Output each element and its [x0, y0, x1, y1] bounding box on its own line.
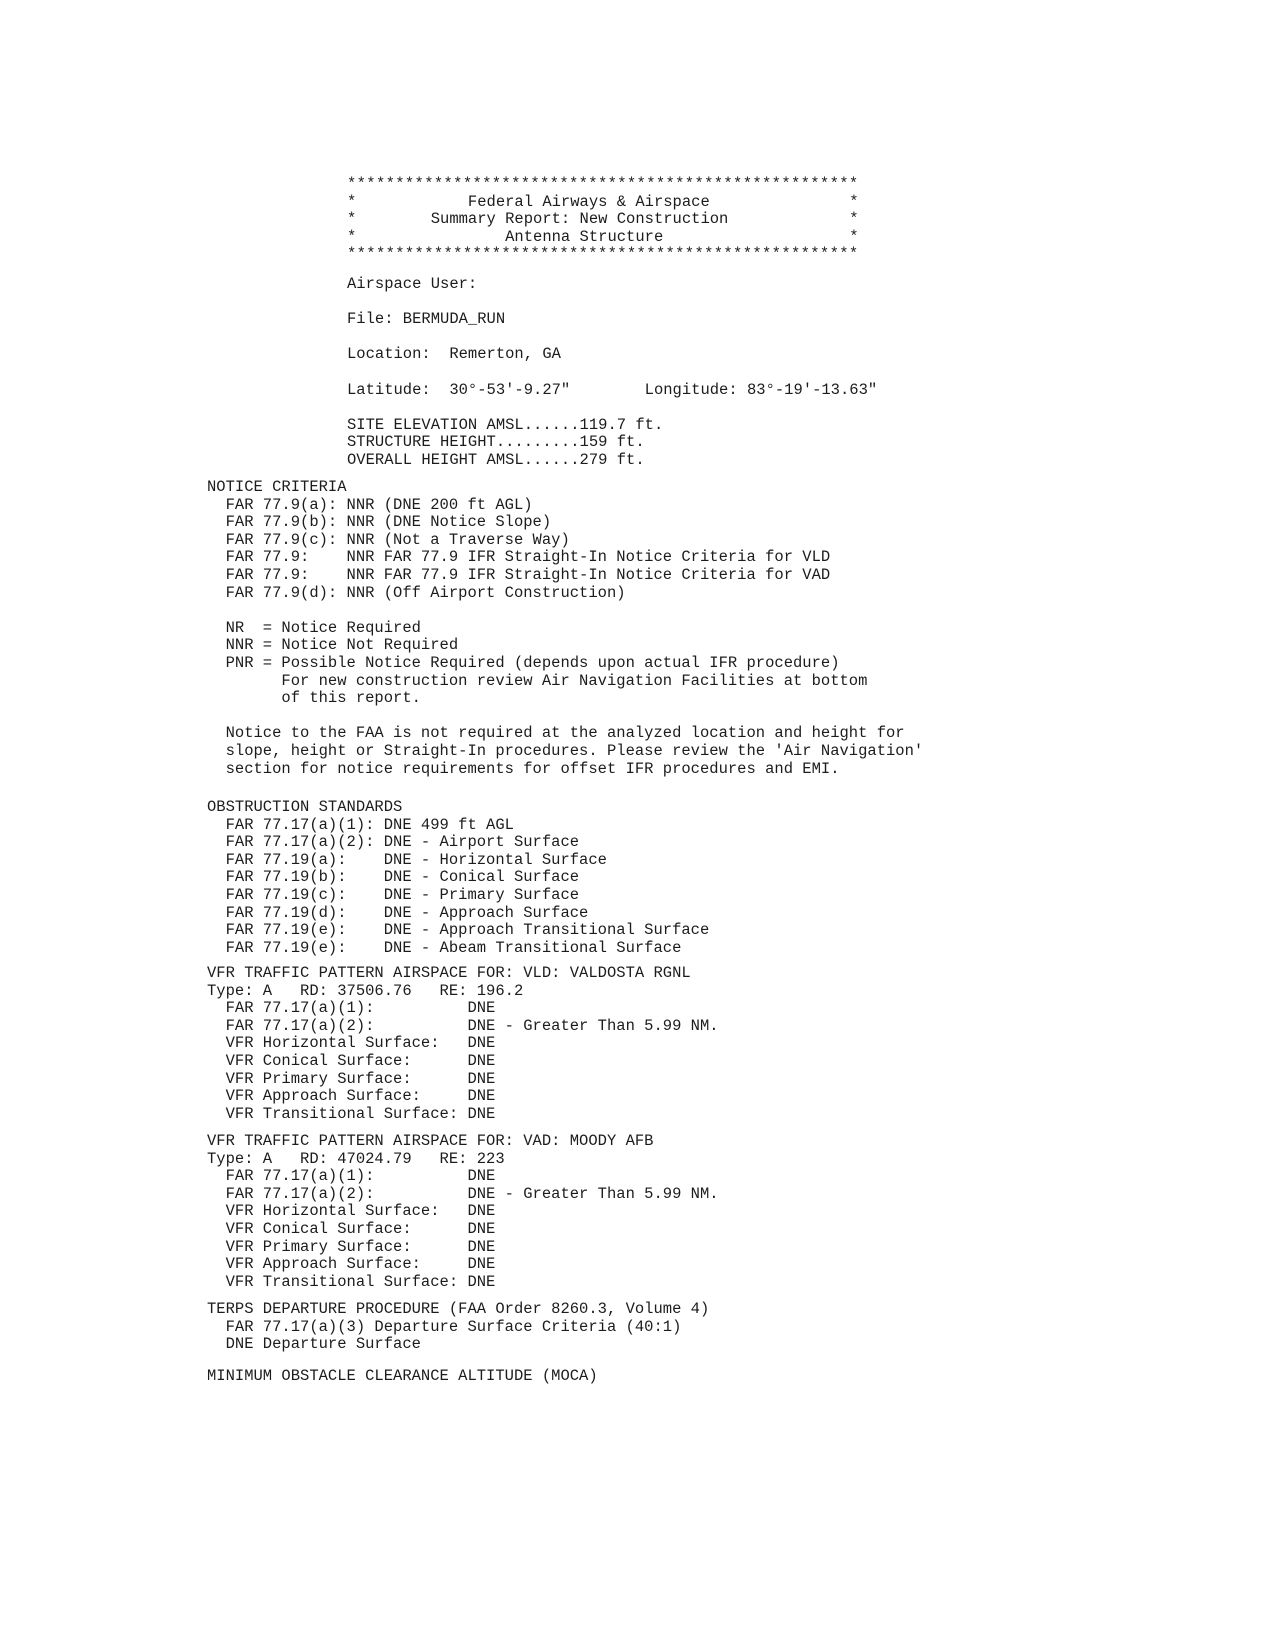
obstruction-line: FAR 77.19(a): DNE - Horizontal Surface — [207, 850, 607, 869]
vfr-vad-line: VFR Transitional Surface: DNE — [207, 1272, 496, 1291]
terps-line: FAR 77.17(a)(3) Departure Surface Criteria (40:1) — [207, 1317, 682, 1336]
obstruction-line: FAR 77.17(a)(1): DNE 499 ft AGL — [207, 815, 514, 834]
vfr-vad-heading: VFR TRAFFIC PATTERN AIRSPACE FOR: VAD: MOODY AFB — [207, 1132, 654, 1150]
notice-note-line: slope, height or Straight-In procedures. Please review the 'Air Navigation' — [207, 741, 924, 760]
site-info — [347, 276, 877, 470]
vfr-vld-line: FAR 77.17(a)(2): DNE - Greater Than 5.99 NM. — [207, 1016, 719, 1035]
notice-line: FAR 77.9: NNR FAR 77.9 IFR Straight-In Notice Criteria for VLD — [207, 548, 831, 567]
vfr-vad-line: VFR Approach Surface: DNE — [207, 1255, 496, 1274]
vfr-vad-line: FAR 77.17(a)(1): DNE — [207, 1167, 496, 1186]
legend-line: NR = Notice Required — [207, 618, 421, 637]
obstruction-standards-heading: OBSTRUCTION STANDARDS — [207, 798, 403, 816]
obstruction-line: FAR 77.19(c): DNE - Primary Surface — [207, 885, 580, 904]
vfr-vld-line: VFR Approach Surface: DNE — [207, 1087, 496, 1106]
notice-line: FAR 77.9(b): NNR (DNE Notice Slope) — [207, 513, 552, 532]
vfr-vad-section — [207, 1133, 719, 1291]
vfr-vld-line: VFR Horizontal Surface: DNE — [207, 1034, 496, 1053]
header-border-bottom: ***************************************************** — [347, 245, 859, 264]
vfr-vld-line: VFR Conical Surface: DNE — [207, 1051, 496, 1070]
report-header-box — [347, 176, 859, 264]
notice-criteria-heading: NOTICE CRITERIA — [207, 478, 347, 496]
header-subtitle: * Summary Report: New Construction * — [347, 210, 859, 229]
legend-line: of this report. — [207, 689, 421, 708]
legend-line: For new construction review Air Navigation Facilities at bottom — [207, 671, 868, 690]
notice-line: FAR 77.9(a): NNR (DNE 200 ft AGL) — [207, 495, 533, 514]
legend-line: PNR = Possible Notice Required (depends upon actual IFR procedure) — [207, 653, 840, 672]
location: Location: Remerton, GA — [347, 345, 561, 364]
legend-line: NNR = Notice Not Required — [207, 636, 459, 655]
header-border-top: ***************************************************** — [347, 175, 859, 193]
notice-note-line: section for notice requirements for offset IFR procedures and EMI. — [207, 759, 840, 778]
notice-note-line: Notice to the FAA is not required at the analyzed location and height for — [207, 724, 905, 743]
file-name: File: BERMUDA_RUN — [347, 310, 506, 329]
vfr-vad-line: FAR 77.17(a)(2): DNE - Greater Than 5.99 NM. — [207, 1184, 719, 1203]
header-title: * Federal Airways & Airspace * — [347, 192, 859, 211]
vfr-vld-heading: VFR TRAFFIC PATTERN AIRSPACE FOR: VLD: VALDOSTA RGNL — [207, 964, 691, 982]
obstruction-standards-section — [207, 799, 709, 957]
structure-height: STRUCTURE HEIGHT.........159 ft. — [347, 433, 645, 452]
vfr-vld-type-line: Type: A RD: 37506.76 RE: 196.2 — [207, 981, 524, 1000]
notice-line: FAR 77.9: NNR FAR 77.9 IFR Straight-In Notice Criteria for VAD — [207, 565, 831, 584]
terps-heading: TERPS DEPARTURE PROCEDURE (FAA Order 8260.3, Volume 4) — [207, 1300, 710, 1318]
obstruction-line: FAR 77.19(b): DNE - Conical Surface — [207, 868, 580, 887]
moca-heading: MINIMUM OBSTACLE CLEARANCE ALTITUDE (MOCA) — [207, 1367, 598, 1385]
obstruction-line: FAR 77.19(e): DNE - Approach Transitional Surface — [207, 921, 710, 940]
vfr-vad-type-line: Type: A RD: 47024.79 RE: 223 — [207, 1149, 505, 1168]
vfr-vld-section — [207, 965, 719, 1123]
vfr-vld-line: VFR Transitional Surface: DNE — [207, 1104, 496, 1123]
site-elevation: SITE ELEVATION AMSL......119.7 ft. — [347, 415, 664, 434]
obstruction-line: FAR 77.17(a)(2): DNE - Airport Surface — [207, 833, 580, 852]
overall-height: OVERALL HEIGHT AMSL......279 ft. — [347, 450, 645, 469]
notice-line: FAR 77.9(d): NNR (Off Airport Construction) — [207, 583, 626, 602]
notice-criteria-section — [207, 479, 923, 778]
lat-lon: Latitude: 30°-53'-9.27" Longitude: 83°-19'-13.63" — [347, 380, 878, 399]
vfr-vad-line: VFR Horizontal Surface: DNE — [207, 1202, 496, 1221]
obstruction-line: FAR 77.19(d): DNE - Approach Surface — [207, 903, 589, 922]
terps-section — [207, 1301, 709, 1354]
airspace-user: Airspace User: — [347, 275, 478, 293]
header-structure-type: * Antenna Structure * — [347, 227, 859, 246]
obstruction-line: FAR 77.19(e): DNE - Abeam Transitional Surface — [207, 938, 682, 957]
terps-line: DNE Departure Surface — [207, 1335, 421, 1354]
notice-line: FAR 77.9(c): NNR (Not a Traverse Way) — [207, 530, 570, 549]
moca-section — [207, 1368, 598, 1386]
vfr-vad-line: VFR Primary Surface: DNE — [207, 1237, 496, 1256]
vfr-vld-line: FAR 77.17(a)(1): DNE — [207, 999, 496, 1018]
vfr-vad-line: VFR Conical Surface: DNE — [207, 1219, 496, 1238]
vfr-vld-line: VFR Primary Surface: DNE — [207, 1069, 496, 1088]
